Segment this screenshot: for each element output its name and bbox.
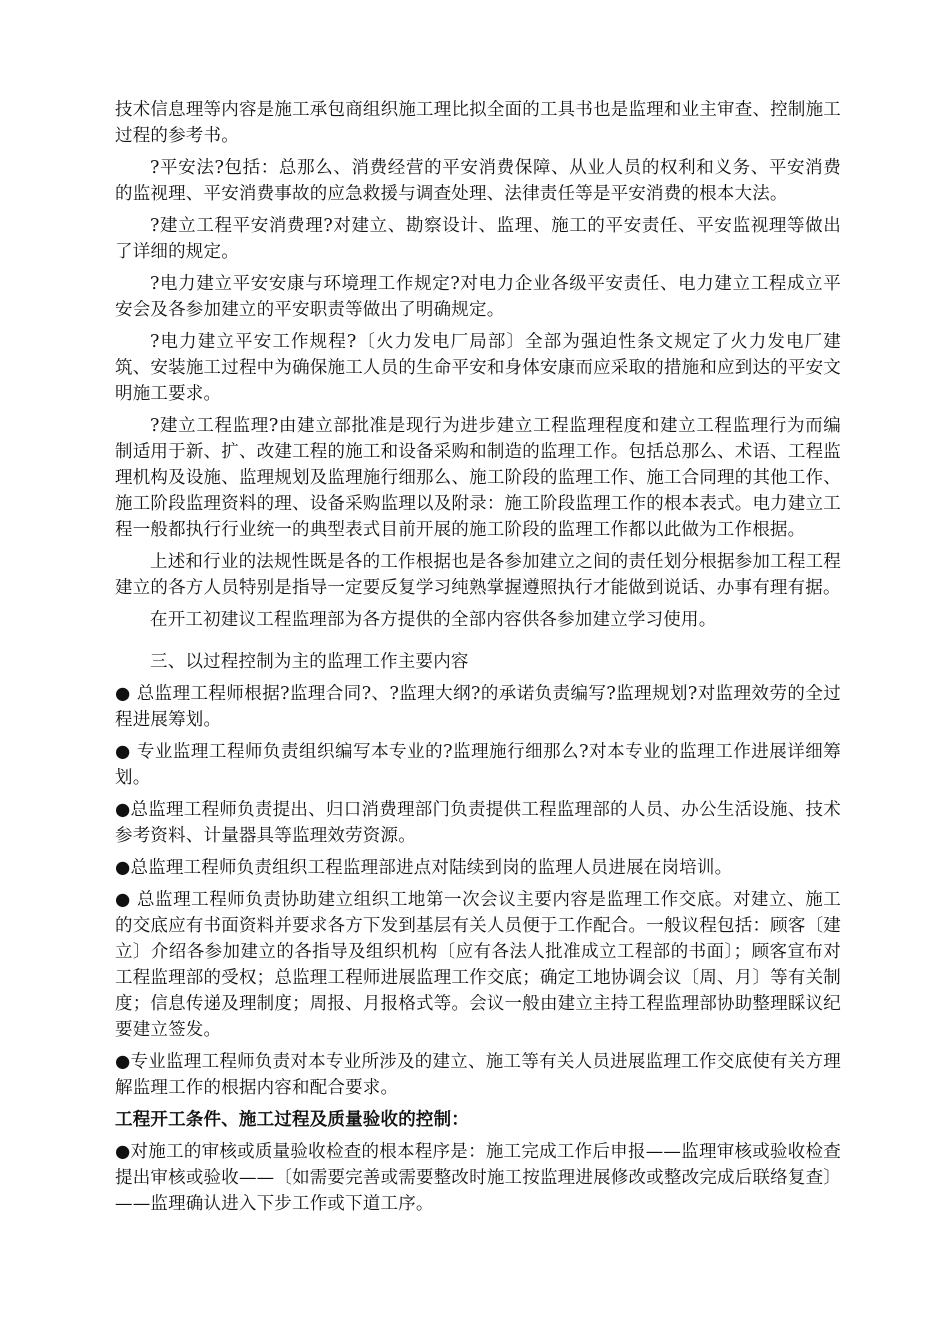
paragraph-continuation: 技术信息理等内容是施工承包商组织施工理比拟全面的工具书也是监理和业主审查、控制施工过程的参考书。 bbox=[115, 100, 841, 146]
bullet-item: ●专业监理工程师负责对本专业所涉及的建立、施工等有关人员进展监理工作交底使有关方理解监理工作的根据内容和配合要求。 bbox=[115, 1052, 841, 1098]
bullet-item: ●对施工的审核或质量验收检查的根本程序是：施工完成工作后申报——监理审核或验收检查提出审核或验收——〔如需要完善或需要整改时施工按监理进展修改或整改完成后联络复查〕——监理确认进入下步工作或下道工序。 bbox=[115, 1142, 841, 1214]
paragraph-supervision-code: ?建立工程监理?由建立部批准是现行为进步建立工程监理程度和建立工程监理行为而编制适用于新、扩、改建工程的施工和设备采购和制造的监理工作。包括总那么、术语、工程监理机构及设施、监理规划及监理施行细那么、施工阶段的监理工作、施工合同理的其他工作、施工阶段监理资料的理、设备采购监理以及附录：施工阶段监理工作的根本表式。电力建立工程一般都执行行业统一的典型表式目前开展的施工阶段的监理工作都以此做为工作根据。 bbox=[115, 416, 841, 540]
bullet-item: ● 专业监理工程师负责组织编写本专业的?监理施行细那么?对本专业的监理工作进展详细筹划。 bbox=[115, 742, 841, 788]
paragraph-construction-safety-regulation: ?建立工程平安消费理?对建立、勘察设计、监理、施工的平安责任、平安监视理等做出了详细的规定。 bbox=[115, 216, 841, 262]
bullet-item: ●总监理工程师负责组织工程监理部进点对陆续到岗的监理人员进展在岗培训。 bbox=[115, 858, 733, 878]
subsection-heading: 工程开工条件、施工过程及质量验收的控制： bbox=[115, 1110, 469, 1130]
paragraph-safety-law: ?平安法?包括：总那么、消费经营的平安消费保障、从业人员的权利和义务、平安消费的监视理、平安消费事故的应急救援与调查处理、法律责任等是平安消费的根本大法。 bbox=[115, 158, 841, 204]
paragraph-regulations-summary: 上述和行业的法规性既是各的工作根据也是各参加建立之间的责任划分根据参加工程工程建立的各方人员特别是指导一定要反复学习纯熟掌握遵照执行才能做到说话、办事有理有据。 bbox=[115, 552, 841, 598]
bullet-item: ●总监理工程师负责提出、归口消费理部门负责提供工程监理部的人员、办公生活设施、技术参考资料、计量器具等监理效劳资源。 bbox=[115, 800, 841, 846]
section-heading: 三、以过程控制为主的监理工作主要内容 bbox=[150, 652, 469, 672]
paragraph-power-safety-rules: ?电力建立平安工作规程?〔火力发电厂局部〕全部为强迫性条文规定了火力发电厂建筑、安装施工过程中为确保施工人员的生命平安和身体安康而应采取的措施和应到达的平安文明施工要求。 bbox=[115, 332, 841, 404]
bullet-item: ● 总监理工程师负责协助建立组织工地第一次会议主要内容是监理工作交底。对建立、施工的交底应有书面资料并要求各方下发到基层有关人员便于工作配合。一般议程包括：顾客〔建立〕介绍各参加建立的各指导及组织机构〔应有各法人批准成立工程部的书面〕；顾客宣布对工程监理部的受权；总监理工程师进展监理工作交底；确定工地协调会议〔周、月〕等有关制度；信息传递及理制度；周报、月报格式等。会议一般由建立主持工程监理部协助整理睬议纪要建立签发。 bbox=[115, 890, 841, 1040]
bullet-item: ● 总监理工程师根据?监理合同?、?监理大纲?的承诺负责编写?监理规划?对监理效劳的全过程进展筹划。 bbox=[115, 684, 841, 730]
paragraph-power-safety-management: ?电力建立平安安康与环境理工作规定?对电力企业各级平安责任、电力建立工程成立平安会及各参加建立的平安职责等做出了明确规定。 bbox=[115, 274, 841, 320]
paragraph-startup-suggestion: 在开工初建议工程监理部为各方提供的全部内容供各参加建立学习使用。 bbox=[150, 610, 717, 630]
document-page bbox=[115, 97, 841, 1223]
